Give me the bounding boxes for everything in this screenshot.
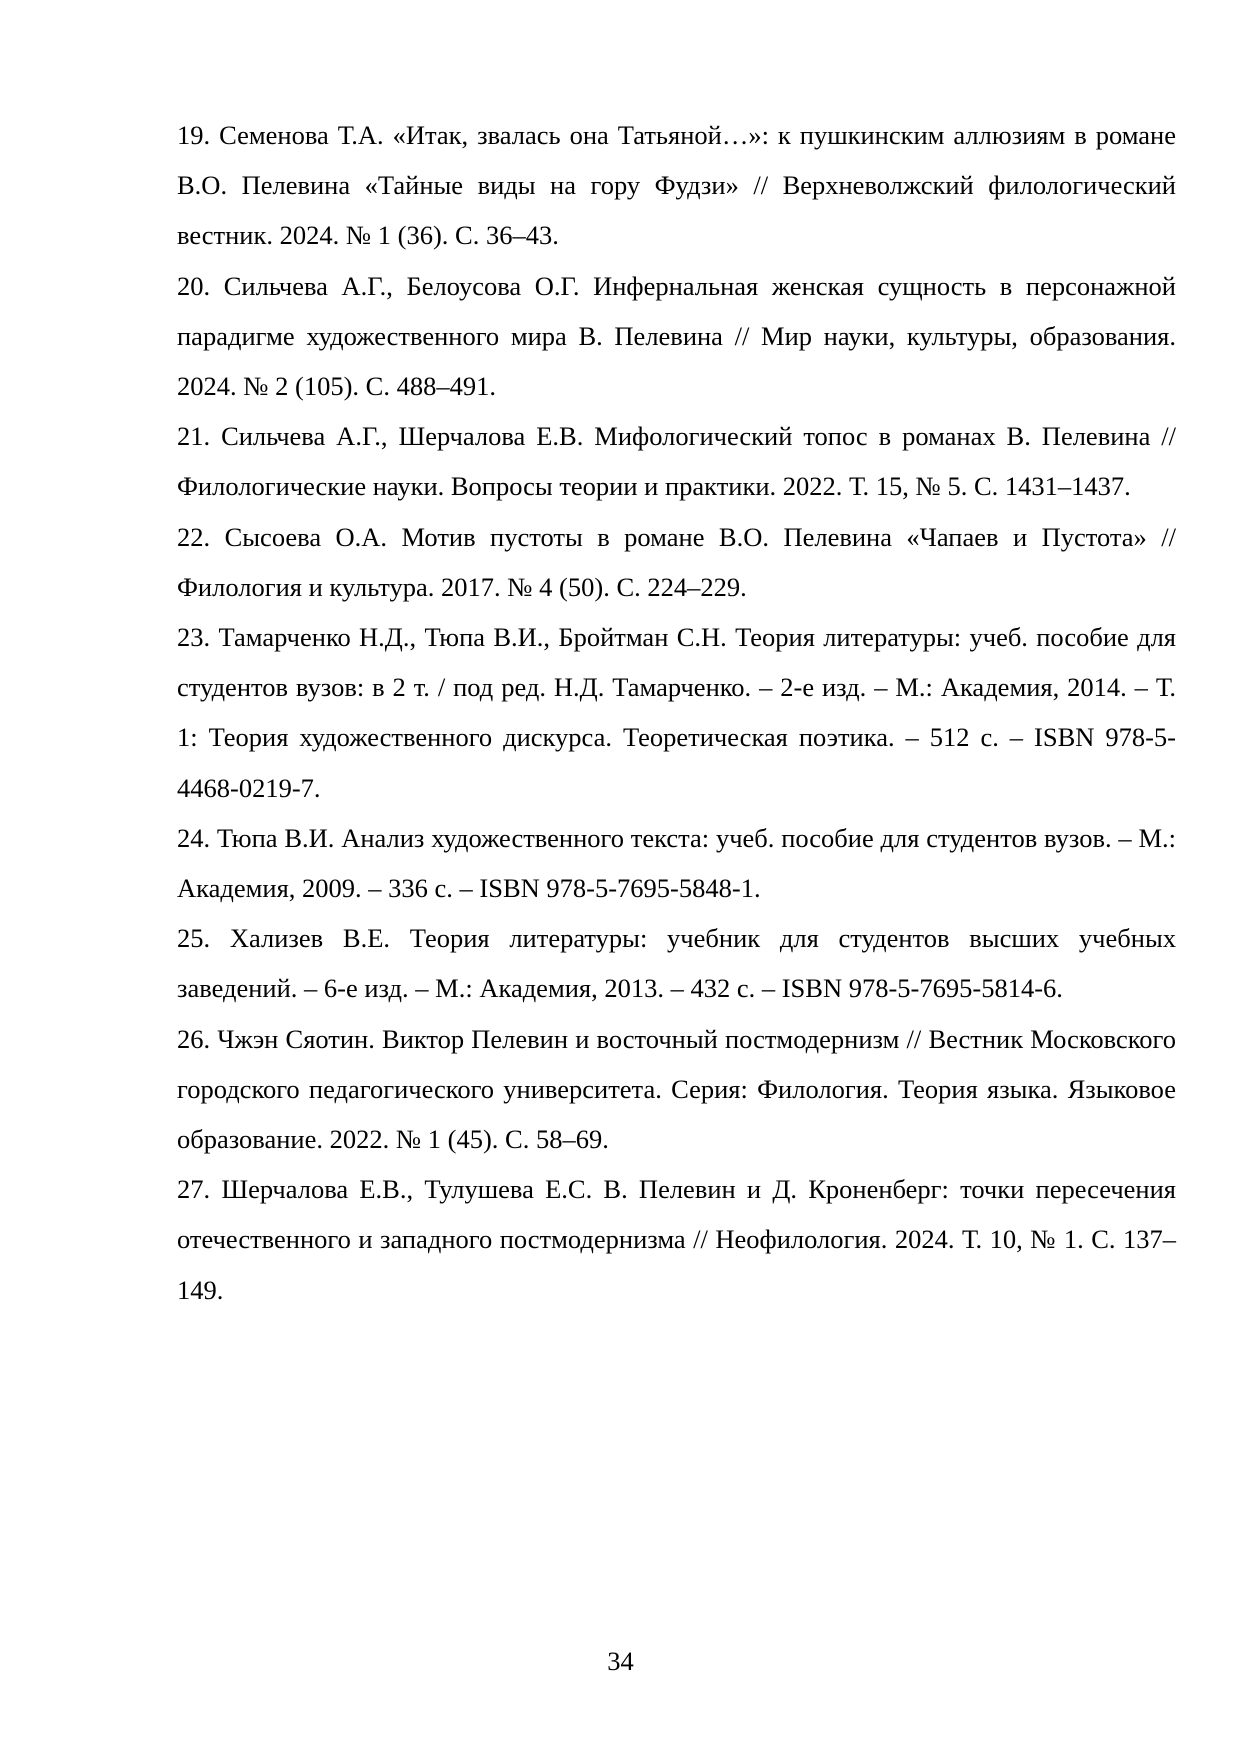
- reference-entry-23: 23. Тамарченко Н.Д., Тюпа В.И., Бройтман С.Н. Теория литературы: учеб. пособие для студентов вузов: в 2 т. / под ред. Н.Д. Тамарченко. – 2-е изд. – М.: Академия, 2014. – Т. 1: Теория художественного дискурса. Теоретическая поэтика. – 512 с. – ISBN 978-5-4468-0219-7.: [177, 622, 1176, 803]
- reference-list: [177, 110, 1176, 1315]
- reference-entry-20: 20. Сильчева А.Г., Белоусова О.Г. Инфернальная женская сущность в персонажной парадигме художественного мира В. Пелевина // Мир науки, культуры, образования. 2024. № 2 (105). С. 488–491.: [177, 270, 1176, 402]
- reference-entry-19: 19. Семенова Т.А. «Итак, звалась она Татьяной…»: к пушкинским аллюзиям в романе В.О. Пелевина «Тайные виды на гору Фудзи» // Верхневолжский филологический вестник. 2024. № 1 (36). С. 36–43.: [177, 120, 1176, 251]
- reference-entry-22: 22. Сысоева О.А. Мотив пустоты в романе В.О. Пелевина «Чапаев и Пустота» // Филология и культура. 2017. № 4 (50). С. 224–229.: [177, 521, 1176, 602]
- reference-entry-25: 25. Хализев В.Е. Теория литературы: учебник для студентов высших учебных заведений. – 6-е изд. – М.: Академия, 2013. – 432 с. – ISBN 978-5-7695-5814-6.: [177, 923, 1176, 1004]
- reference-entry-21: 21. Сильчева А.Г., Шерчалова Е.В. Мифологический топос в романах В. Пелевина // Филологические науки. Вопросы теории и практики. 2022. Т. 15, № 5. С. 1431–1437.: [177, 421, 1176, 502]
- reference-entry-24: 24. Тюпа В.И. Анализ художественного текста: учеб. пособие для студентов вузов. – М.: Академия, 2009. – 336 с. – ISBN 978-5-7695-5848-1.: [177, 822, 1176, 904]
- reference-entry-27: 27. Шерчалова Е.В., Тулушева Е.С. В. Пелевин и Д. Кроненберг: точки пересечения отечественного и западного постмодернизма // Неофилология. 2024. Т. 10, № 1. С. 137–149.: [177, 1174, 1176, 1305]
- reference-entry-26: 26. Чжэн Сяотин. Виктор Пелевин и восточный постмодернизм // Вестник Московского городского педагогического университета. Серия: Филология. Теория языка. Языковое образование. 2022. № 1 (45). С. 58–69.: [177, 1023, 1176, 1155]
- page-number: 34: [607, 1646, 634, 1676]
